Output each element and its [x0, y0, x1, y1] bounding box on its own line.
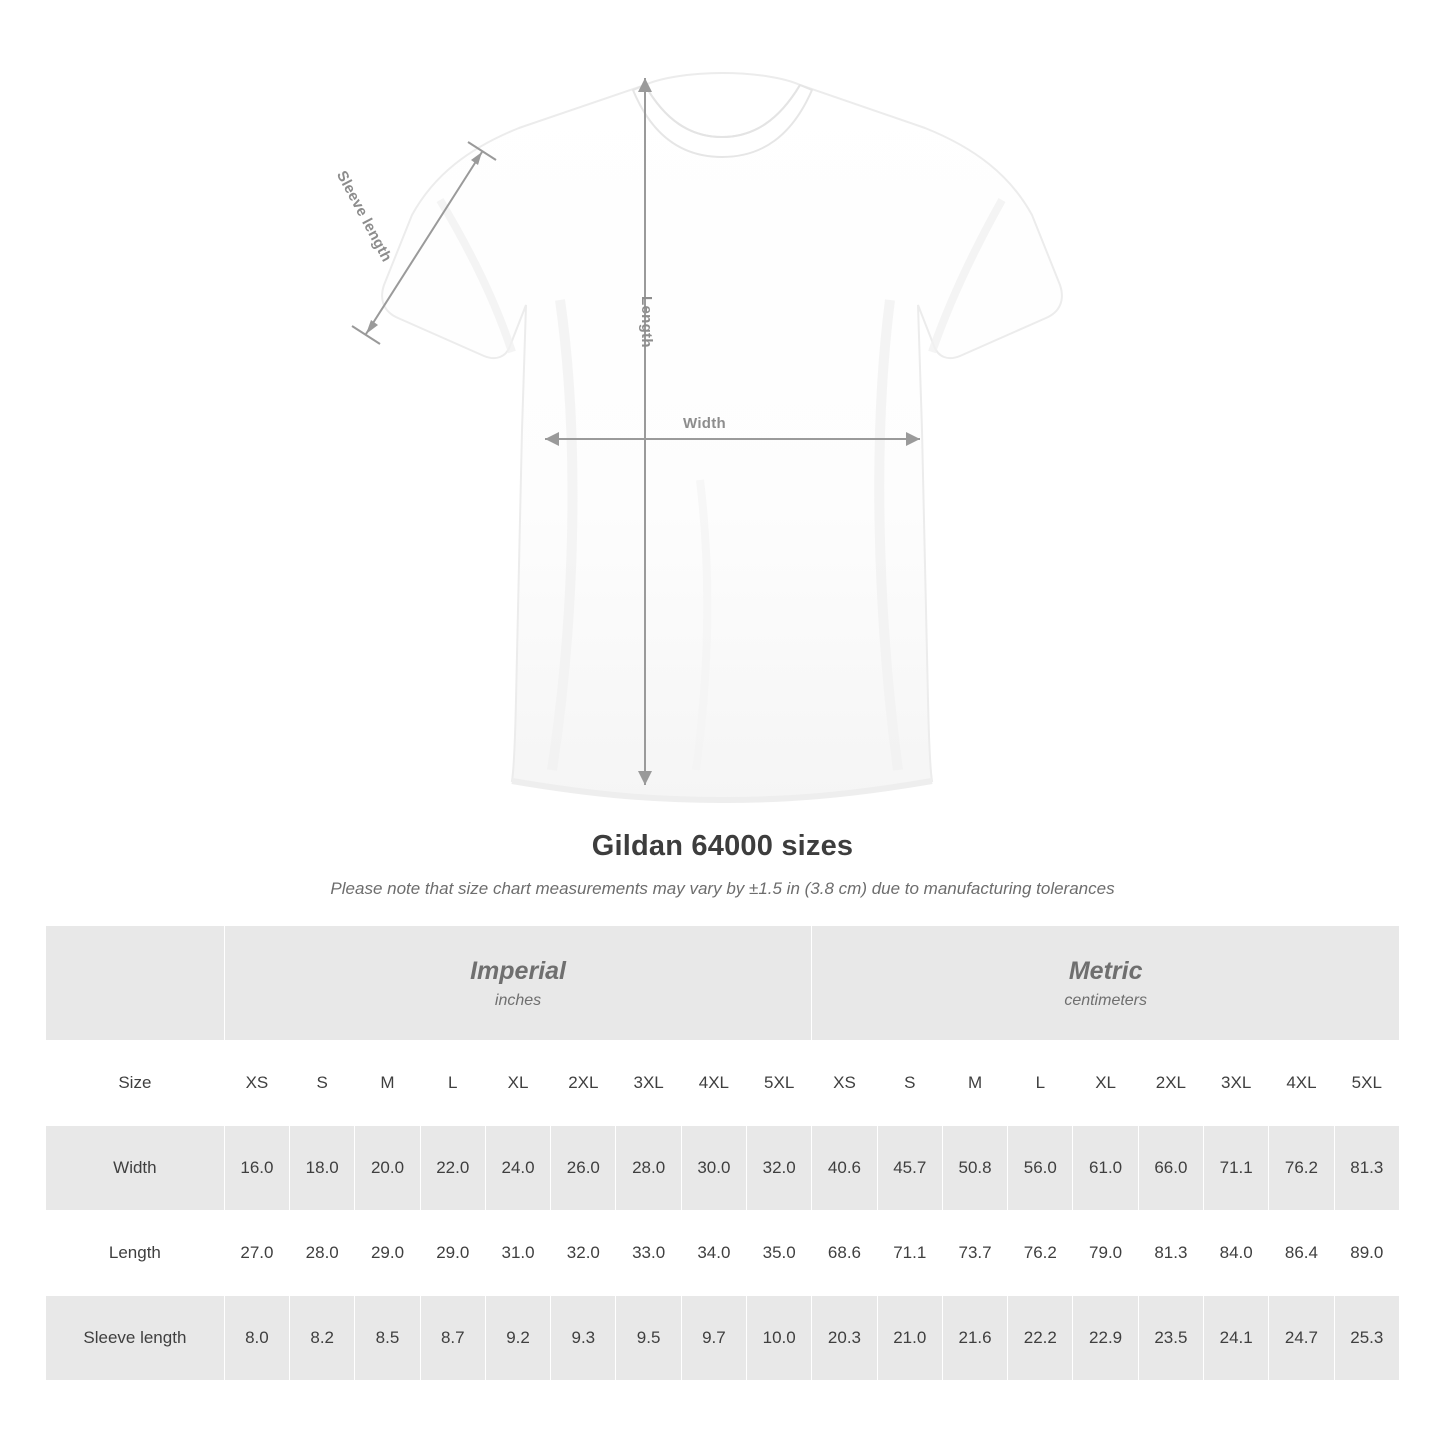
size-table	[45, 925, 1400, 1381]
width-dimension-label: Width	[683, 415, 727, 432]
size-col-imp-1: S	[290, 1041, 355, 1126]
cell-width-imp-4: 24.0	[485, 1126, 550, 1211]
row-label-sleeve-length: Sleeve length	[46, 1296, 225, 1381]
cell-width-met-2: 50.8	[942, 1126, 1007, 1211]
cell-sleeve-met-5: 23.5	[1138, 1296, 1203, 1381]
cell-sleeve-imp-1: 8.2	[290, 1296, 355, 1381]
cell-sleeve-imp-6: 9.5	[616, 1296, 681, 1381]
cell-width-imp-5: 26.0	[551, 1126, 616, 1211]
page-title: Gildan 64000 sizes	[591, 830, 854, 862]
unit-header-row	[46, 926, 1400, 1041]
cell-length-imp-1: 28.0	[290, 1211, 355, 1296]
cell-width-met-3: 56.0	[1008, 1126, 1073, 1211]
cell-length-met-3: 76.2	[1008, 1211, 1073, 1296]
size-col-met-4: XL	[1073, 1041, 1138, 1126]
cell-width-imp-2: 20.0	[355, 1126, 420, 1211]
cell-width-met-8: 81.3	[1334, 1126, 1399, 1211]
cell-sleeve-imp-0: 8.0	[224, 1296, 289, 1381]
cell-sleeve-imp-7: 9.7	[681, 1296, 746, 1381]
size-col-met-6: 3XL	[1204, 1041, 1269, 1126]
size-col-imp-3: L	[420, 1041, 485, 1126]
unit-header-metric	[812, 926, 1400, 1041]
length-dimension-label: Length	[638, 296, 655, 348]
cell-length-met-7: 86.4	[1269, 1211, 1334, 1296]
size-col-met-3: L	[1008, 1041, 1073, 1126]
cell-width-met-7: 76.2	[1269, 1126, 1334, 1211]
cell-sleeve-met-0: 20.3	[812, 1296, 877, 1381]
table-row	[46, 1126, 1400, 1211]
size-table-wrapper	[45, 925, 1400, 1381]
size-col-met-1: S	[877, 1041, 942, 1126]
cell-length-met-0: 68.6	[812, 1211, 877, 1296]
row-header-size: Size	[46, 1041, 225, 1126]
cell-sleeve-met-3: 22.2	[1008, 1296, 1073, 1381]
cell-length-imp-8: 35.0	[747, 1211, 812, 1296]
cell-length-imp-6: 33.0	[616, 1211, 681, 1296]
cell-sleeve-imp-8: 10.0	[747, 1296, 812, 1381]
size-col-met-7: 4XL	[1269, 1041, 1334, 1126]
cell-length-imp-0: 27.0	[224, 1211, 289, 1296]
cell-sleeve-imp-4: 9.2	[485, 1296, 550, 1381]
row-label-width: Width	[46, 1126, 225, 1211]
cell-length-imp-5: 32.0	[551, 1211, 616, 1296]
unit-imperial-name: Imperial	[470, 957, 566, 986]
size-col-imp-5: 2XL	[551, 1041, 616, 1126]
size-col-imp-4: XL	[485, 1041, 550, 1126]
cell-width-imp-6: 28.0	[616, 1126, 681, 1211]
cell-sleeve-met-7: 24.7	[1269, 1296, 1334, 1381]
table-row	[46, 1296, 1400, 1381]
cell-width-imp-1: 18.0	[290, 1126, 355, 1211]
cell-length-met-6: 84.0	[1204, 1211, 1269, 1296]
cell-sleeve-imp-5: 9.3	[551, 1296, 616, 1381]
size-col-met-0: XS	[812, 1041, 877, 1126]
cell-width-met-1: 45.7	[877, 1126, 942, 1211]
cell-width-met-0: 40.6	[812, 1126, 877, 1211]
size-col-imp-6: 3XL	[616, 1041, 681, 1126]
cell-sleeve-met-6: 24.1	[1204, 1296, 1269, 1381]
size-col-imp-7: 4XL	[681, 1041, 746, 1126]
cell-length-imp-4: 31.0	[485, 1211, 550, 1296]
cell-length-imp-3: 29.0	[420, 1211, 485, 1296]
cell-length-met-1: 71.1	[877, 1211, 942, 1296]
cell-width-imp-3: 22.0	[420, 1126, 485, 1211]
size-col-met-5: 2XL	[1138, 1041, 1203, 1126]
size-col-met-2: M	[942, 1041, 1007, 1126]
cell-width-imp-7: 30.0	[681, 1126, 746, 1211]
cell-sleeve-met-2: 21.6	[942, 1296, 1007, 1381]
table-row	[46, 1211, 1400, 1296]
cell-width-met-6: 71.1	[1204, 1126, 1269, 1211]
cell-length-met-2: 73.7	[942, 1211, 1007, 1296]
sleeve-length-dimension-label: Sleeve length	[332, 168, 396, 265]
title-block	[0, 830, 1445, 899]
size-col-imp-0: XS	[224, 1041, 289, 1126]
unit-header-spacer	[46, 926, 225, 1041]
size-header-row	[46, 1041, 1400, 1126]
cell-length-met-8: 89.0	[1334, 1211, 1399, 1296]
size-col-imp-8: 5XL	[747, 1041, 812, 1126]
unit-imperial-sub: inches	[494, 991, 542, 1009]
cell-sleeve-imp-3: 8.7	[420, 1296, 485, 1381]
tolerance-note: Please note that size chart measurements may vary by ±1.5 in (3.8 cm) due to manufacturing tolerances	[330, 879, 1115, 898]
cell-length-imp-2: 29.0	[355, 1211, 420, 1296]
unit-header-imperial	[224, 926, 812, 1041]
cell-width-imp-8: 32.0	[747, 1126, 812, 1211]
cell-sleeve-imp-2: 8.5	[355, 1296, 420, 1381]
cell-width-met-4: 61.0	[1073, 1126, 1138, 1211]
cell-length-met-4: 79.0	[1073, 1211, 1138, 1296]
size-col-imp-2: M	[355, 1041, 420, 1126]
row-label-length: Length	[46, 1211, 225, 1296]
cell-width-imp-0: 16.0	[224, 1126, 289, 1211]
cell-sleeve-met-8: 25.3	[1334, 1296, 1399, 1381]
cell-length-met-5: 81.3	[1138, 1211, 1203, 1296]
unit-metric-sub: centimeters	[1064, 991, 1148, 1009]
cell-sleeve-met-1: 21.0	[877, 1296, 942, 1381]
unit-metric-name: Metric	[1068, 957, 1143, 986]
cell-width-met-5: 66.0	[1138, 1126, 1203, 1211]
cell-sleeve-met-4: 22.9	[1073, 1296, 1138, 1381]
cell-length-imp-7: 34.0	[681, 1211, 746, 1296]
size-col-met-8: 5XL	[1334, 1041, 1399, 1126]
